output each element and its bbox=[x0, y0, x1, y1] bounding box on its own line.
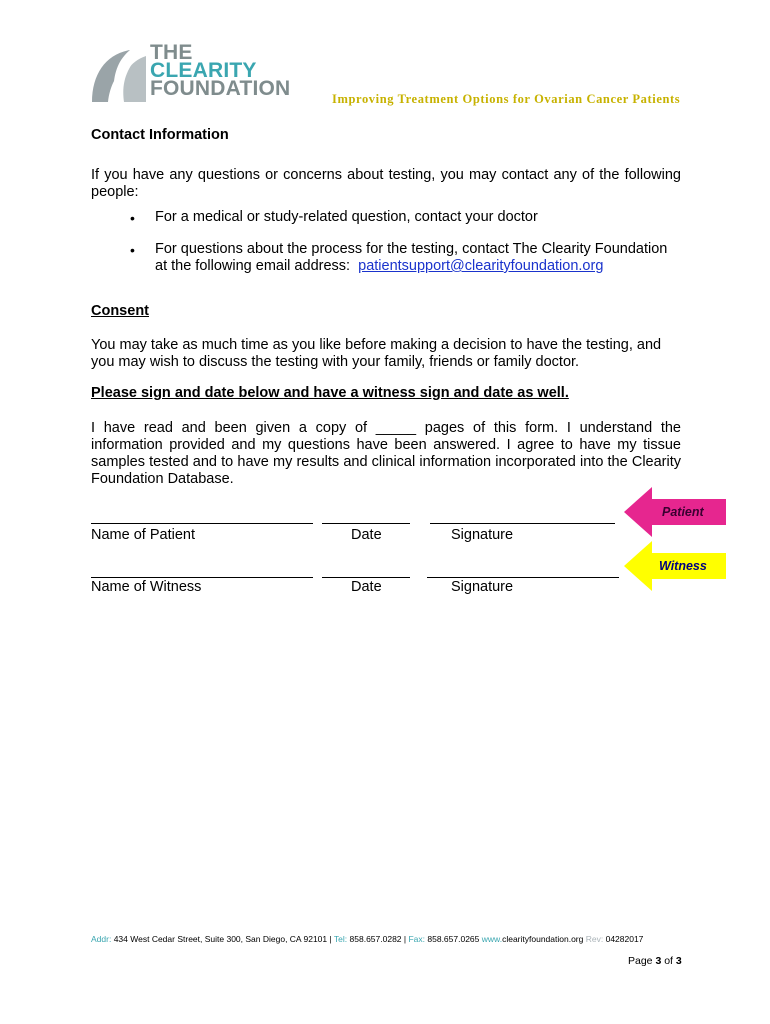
patient-name-label: Name of Patient bbox=[91, 527, 195, 543]
footer-rev: 04282017 bbox=[605, 934, 644, 944]
contact-bullet-doctor: For a medical or study-related question, contact your doctor bbox=[155, 209, 538, 225]
contact-bullet-email bbox=[155, 241, 683, 275]
tagline: Improving Treatment Options for Ovarian Cancer Patients bbox=[332, 92, 681, 106]
witness-signature-label: Signature bbox=[451, 579, 514, 595]
footer-address bbox=[91, 934, 643, 944]
page-prefix: Page bbox=[628, 955, 656, 967]
witness-name-label: Name of Witness bbox=[91, 579, 202, 595]
logo-text-foundation: FOUNDATION bbox=[150, 77, 291, 100]
witness-date-label: Date bbox=[351, 579, 382, 595]
page-current: 3 bbox=[655, 955, 662, 967]
bullet-icon: • bbox=[130, 210, 135, 226]
footer-tel: 858.657.0282 | bbox=[349, 934, 407, 944]
consent-statement: I have read and been given a copy of _____ pages of this form. I understand the information provided and my questions have been answered. I agree to have my tissue samples tested and to have my results and clinical information incorporated into the Clearity Foundation Database. bbox=[91, 420, 681, 487]
patient-signature-label: Signature bbox=[451, 527, 514, 543]
patient-tab-label: Patient bbox=[662, 505, 704, 519]
witness-date-line[interactable] bbox=[322, 577, 410, 578]
witness-name-line[interactable] bbox=[91, 577, 313, 578]
clearity-logo bbox=[88, 41, 308, 106]
sign-instruction: Please sign and date below and have a witness sign and date as well. bbox=[91, 385, 569, 401]
consent-heading: Consent bbox=[91, 303, 149, 319]
patient-date-label: Date bbox=[351, 527, 382, 543]
witness-tab-label: Witness bbox=[659, 559, 707, 573]
footer-addr: 434 West Cedar Street, Suite 300, San Diego, CA 92101 | bbox=[113, 934, 332, 944]
patient-date-line[interactable] bbox=[322, 523, 410, 524]
witness-signature-line[interactable] bbox=[427, 577, 619, 578]
contact-bullet-email-text: For questions about the process for the testing, contact The Clearity Foundation at the following email address: bbox=[155, 241, 668, 274]
consent-text: You may take as much time as you like before making a decision to have the testing, and you may wish to discuss the testing with your family, friends or family doctor. bbox=[91, 337, 662, 370]
page-of: of bbox=[661, 955, 676, 967]
contact-intro: If you have any questions or concerns about testing, you may contact any of the following people: bbox=[91, 167, 681, 200]
page-total: 3 bbox=[675, 955, 682, 967]
footer-website[interactable] bbox=[482, 934, 584, 944]
clearity-logo-mark-icon bbox=[88, 44, 150, 106]
patient-signature-line[interactable] bbox=[430, 523, 615, 524]
footer-fax-key: Fax: bbox=[408, 934, 426, 944]
footer-rev-key: Rev: bbox=[585, 934, 604, 944]
footer-web: clearityfoundation.org bbox=[502, 934, 584, 944]
logo-text-clearity: CLEARITY bbox=[150, 59, 257, 82]
footer-fax: 858.657.0265 bbox=[427, 934, 480, 944]
logo-text-the: THE bbox=[150, 41, 193, 64]
email-link[interactable]: patientsupport@clearityfoundation.org bbox=[358, 258, 604, 274]
patient-name-line[interactable] bbox=[91, 523, 313, 524]
footer-web-prefix: www. bbox=[481, 934, 503, 944]
footer-addr-key: Addr: bbox=[91, 934, 112, 944]
contact-heading: Contact Information bbox=[91, 127, 229, 143]
bullet-icon: • bbox=[130, 242, 135, 258]
footer-tel-key: Tel: bbox=[333, 934, 348, 944]
page-number bbox=[628, 955, 682, 967]
